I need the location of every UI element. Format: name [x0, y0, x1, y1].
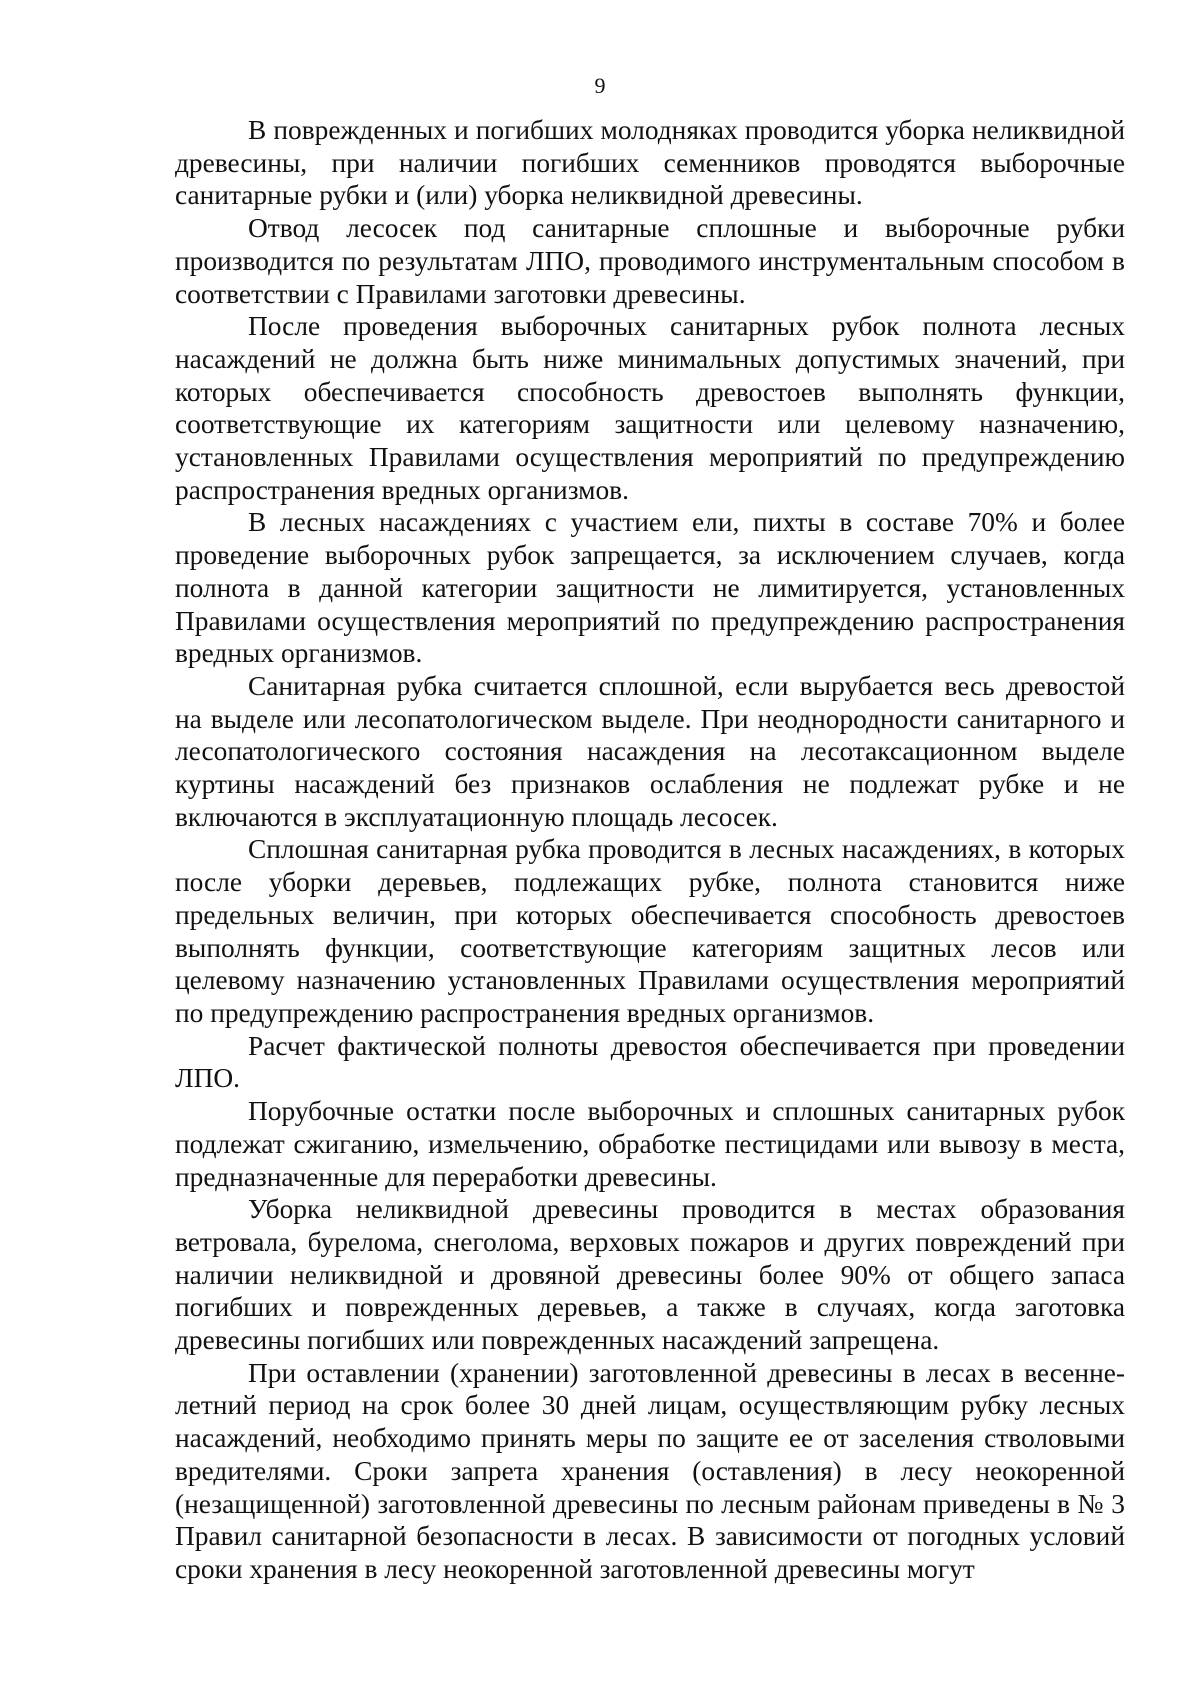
- paragraph-8: Порубочные остатки после выборочных и сплошных санитарных рубок подлежат сжиганию, измельчению, обработке пестицидами или вывозу в места, предназначенные для переработки древесины.: [175, 1096, 1125, 1192]
- page-number: 9: [594, 73, 606, 98]
- paragraph-2: Отвод лесосек под санитарные сплошные и выборочные рубки производится по результатам ЛПО, проводимого инструментальным способом в соответствии с Правилами заготовки древесины.: [175, 213, 1125, 309]
- paragraph-6: Сплошная санитарная рубка проводится в лесных насаждениях, в которых после уборки деревьев, подлежащих рубке, полнота становится ниже предельных величин, при которых обеспечивается способность древостоев выполнять функции, соответствующие категориям защитных лесов или целевому назначению установленных Правилами осуществления мероприятий по предупреждению распространения вредных организмов.: [175, 834, 1125, 1028]
- paragraph-5: Санитарная рубка считается сплошной, если вырубается весь древостой на выделе или лесопатологическом выделе. При неоднородности санитарного и лесопатологического состояния насаждения на лесотаксационном выделе куртины насаждений без признаков ослабления не подлежат рубке и не включаются в эксплуатационную площадь лесосек.: [175, 670, 1125, 832]
- paragraph-4: В лесных насаждениях с участием ели, пихты в составе 70% и более проведение выборочных рубок запрещается, за исключением случаев, когда полнота в данной категории защитности не лимитируется, установленных Правилами осуществления мероприятий по предупреждению распространения вредных организмов.: [175, 507, 1125, 669]
- paragraph-10: При оставлении (хранении) заготовленной древесины в лесах в весенне-летний период на срок более 30 дней лицам, осуществляющим рубку лесных насаждений, необходимо принять меры по защите ее от заселения стволовыми вредителями. Сроки запрета хранения (оставления) в лесу неокоренной (незащищенной) заготовленной древесины по лесным районам приведены в № 3 Правил санитарной безопасности в лесах. В зависимости от погодных условий сроки хранения в лесу неокоренной заготовленной древесины могут: [175, 1357, 1125, 1584]
- paragraph-1: В поврежденных и погибших молодняках проводится уборка неликвидной древесины, при наличии погибших семенников проводятся выборочные санитарные рубки и (или) уборка неликвидной древесины.: [175, 115, 1125, 211]
- paragraph-3: После проведения выборочных санитарных рубок полнота лесных насаждений не должна быть ниже минимальных допустимых значений, при которых обеспечивается способность древостоев выполнять функции, соответствующие их категориям защитности или целевому назначению, установленных Правилами осуществления мероприятий по предупреждению распространения вредных организмов.: [175, 311, 1125, 505]
- document-body: [175, 114, 1125, 1586]
- paragraph-9: Уборка неликвидной древесины проводится в местах образования ветровала, бурелома, снеголома, верховых пожаров и других повреждений при наличии неликвидной и дровяной древесины более 90% от общего запаса погибших и поврежденных деревьев, а также в случаях, когда заготовка древесины погибших или поврежденных насаждений запрещена.: [175, 1194, 1125, 1356]
- paragraph-7: Расчет фактической полноты древостоя обеспечивается при проведении ЛПО.: [175, 1030, 1125, 1094]
